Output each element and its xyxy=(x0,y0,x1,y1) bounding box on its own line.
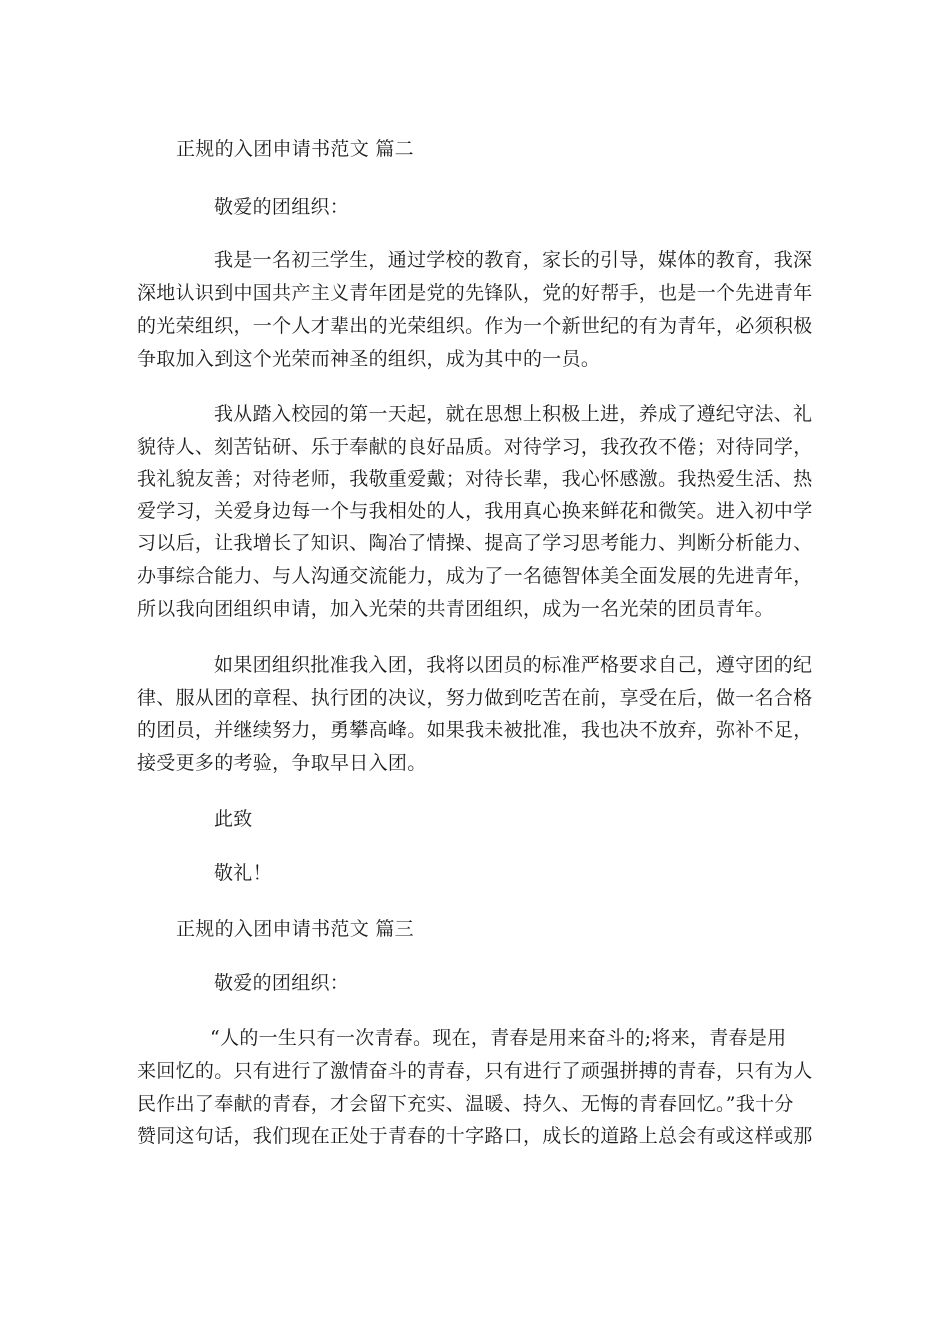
paragraph-line: 所以我向团组织申请，加入光荣的共青团组织，成为一名光荣的团员青年。 xyxy=(137,598,774,620)
paragraph-line: 律、服从团的章程、执行团的决议，努力做到吃苦在前，享受在后，做一名合格 xyxy=(137,687,813,709)
paragraph-line: “人的一生只有一次青春。现在，青春是用来奋斗的;将来，青春是用 xyxy=(210,1027,787,1049)
paragraph-line: 爱学习，关爱身边每一个与我相处的人，我用真心换来鲜花和微笑。进入初中学 xyxy=(137,500,813,522)
paragraph-line: 深地认识到中国共产主义青年团是党的先锋队，党的好帮手，也是一个先进青年 xyxy=(137,282,813,304)
paragraph-line: 民作出了奉献的青春，才会留下充实、温暖、持久、无悔的青春回忆。”我十分 xyxy=(137,1093,794,1115)
closing-jingli: 敬礼！ xyxy=(214,862,272,884)
paragraph-line: 接受更多的考验，争取早日入团。 xyxy=(137,752,427,774)
section-three-salutation: 敬爱的团组织： xyxy=(214,972,350,994)
paragraph-line: 我从踏入校园的第一天起，就在思想上积极上进，养成了遵纪守法、礼 xyxy=(214,403,813,425)
paragraph-line: 貌待人、刻苦钻研、乐于奉献的良好品质。对待学习，我孜孜不倦；对待同学， xyxy=(137,436,813,458)
section-three-title: 正规的入团申请书范文 篇三 xyxy=(176,918,414,940)
paragraph-line: 我是一名初三学生，通过学校的教育，家长的引导，媒体的教育，我深 xyxy=(214,249,813,271)
paragraph-line: 的团员，并继续努力，勇攀高峰。如果我未被批准，我也决不放弃，弥补不足， xyxy=(137,719,813,741)
paragraph-line: 赞同这句话，我们现在正处于青春的十字路口，成长的道路上总会有或这样或那 xyxy=(137,1125,813,1147)
paragraph-line: 如果团组织批准我入团，我将以团员的标准严格要求自己，遵守团的纪 xyxy=(214,654,813,676)
paragraph-line: 办事综合能力、与人沟通交流能力，成为了一名德智体美全面发展的先进青年， xyxy=(137,565,813,587)
paragraph-line: 习以后，让我增长了知识、陶冶了情操、提高了学习思考能力、判断分析能力、 xyxy=(137,532,813,554)
section-two-salutation: 敬爱的团组织： xyxy=(214,196,350,218)
closing-cizhi: 此致 xyxy=(214,808,253,830)
paragraph-line: 我礼貌友善；对待老师，我敬重爱戴；对待长辈，我心怀感激。我热爱生活、热 xyxy=(137,468,813,490)
paragraph-line: 来回忆的。只有进行了激情奋斗的青春，只有进行了顽强拼搏的青春，只有为人 xyxy=(137,1060,813,1082)
paragraph-line: 争取加入到这个光荣而神圣的组织，成为其中的一员。 xyxy=(137,348,601,370)
paragraph-line: 的光荣组织，一个人才辈出的光荣组织。作为一个新世纪的有为青年，必须积极 xyxy=(137,315,813,337)
section-two-title: 正规的入团申请书范文 篇二 xyxy=(176,138,414,160)
